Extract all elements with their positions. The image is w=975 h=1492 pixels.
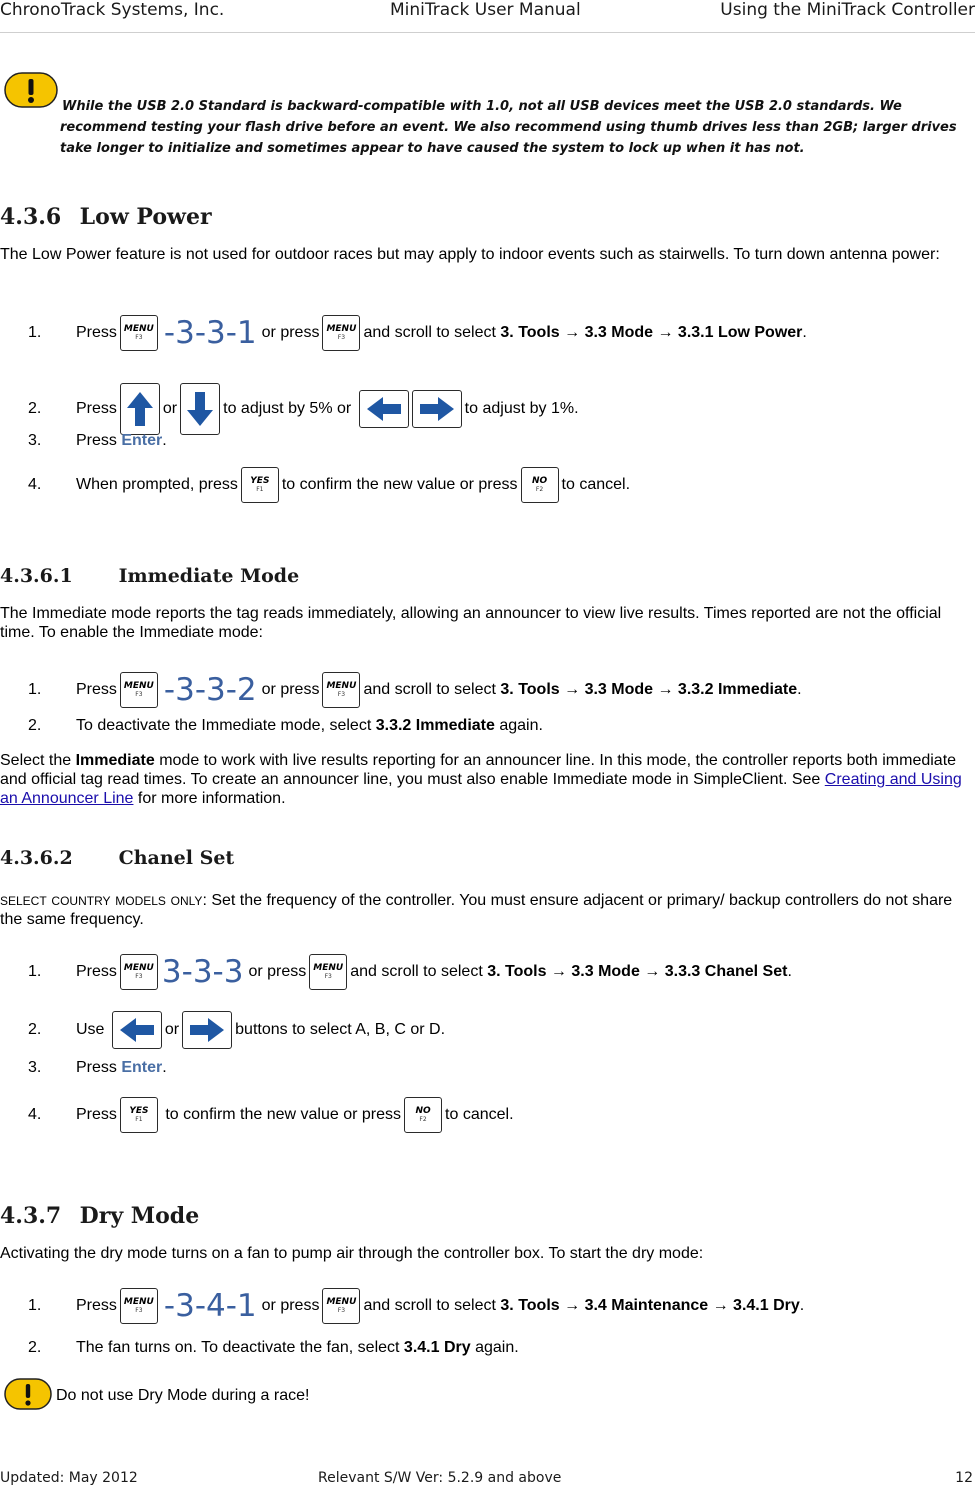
step-text: . <box>162 432 167 449</box>
section-heading-low-power <box>0 204 212 230</box>
section-number: 4.3.6.1 <box>0 565 73 587</box>
step-text: or press <box>261 681 320 698</box>
step-text: . <box>797 681 802 698</box>
step-text: To deactivate the Immediate mode, select <box>76 717 372 734</box>
step-number: 2. <box>28 400 42 417</box>
step-number: 1. <box>28 1297 42 1314</box>
step-text: or <box>162 400 178 417</box>
menu-key-sub: F3 <box>135 691 143 698</box>
step-text: again. <box>499 717 543 734</box>
step-number: 4. <box>28 1106 42 1123</box>
menu-key-sub: F3 <box>337 334 346 341</box>
immediate-paragraph <box>0 751 965 808</box>
step-number: 2. <box>28 1339 42 1356</box>
section-title: Immediate Mode <box>118 565 300 587</box>
yes-key[interactable] <box>120 1097 158 1133</box>
menu-key-label: MENU <box>123 681 154 691</box>
step-text: to cancel. <box>561 476 631 493</box>
right-arrow-key[interactable] <box>412 390 462 428</box>
menu-key-sub: F3 <box>135 1307 143 1314</box>
section-title: Dry Mode <box>79 1203 200 1229</box>
para-text: Select the <box>0 752 72 769</box>
warning-icon <box>4 1378 52 1415</box>
step-text: . <box>802 324 807 341</box>
footer-updated: Updated: May 2012 <box>0 1470 138 1486</box>
chanel-step-3 <box>28 1052 167 1084</box>
low-power-step-4 <box>28 465 630 505</box>
section-heading-chanel-set <box>0 847 234 869</box>
section-number: 4.3.6.2 <box>0 847 73 869</box>
step-text: to confirm the new value or press <box>281 476 518 493</box>
menu-key-label: MENU <box>326 324 357 334</box>
chanel-step-1 <box>28 952 792 992</box>
para-bold: Immediate <box>75 752 155 769</box>
menu-path: 3. Tools → 3.3 Mode → 3.3.3 Chanel Set <box>487 963 788 980</box>
step-text: buttons to select A, B, C or D. <box>235 1021 446 1038</box>
warning-icon <box>4 72 58 113</box>
right-arrow-icon <box>187 1016 227 1044</box>
key-sequence: 3-3-3 <box>161 954 244 990</box>
menu-key-label: MENU <box>326 1297 357 1307</box>
menu-path: 3.3.2 Immediate <box>375 717 495 734</box>
section-number: 4.3.6 <box>0 204 62 230</box>
menu-key-label: MENU <box>326 681 357 691</box>
menu-key[interactable] <box>309 954 347 990</box>
up-arrow-icon <box>125 389 155 429</box>
section-number: 4.3.7 <box>0 1203 62 1229</box>
step-text: The fan turns on. To deactivate the fan, select <box>76 1339 400 1356</box>
footer-version: Relevant S/W Ver: 5.2.9 and above <box>318 1470 562 1486</box>
step-text: and scroll to select <box>350 963 483 980</box>
step-number: 3. <box>28 432 42 449</box>
step-text: Use <box>76 1021 105 1038</box>
header-chapter: Using the MiniTrack Controller <box>720 0 975 20</box>
step-text: Press <box>76 681 117 698</box>
down-arrow-key[interactable] <box>180 383 220 435</box>
left-arrow-icon <box>364 395 404 423</box>
step-text: or press <box>261 324 320 341</box>
step-text: and scroll to select <box>363 324 496 341</box>
step-text: to adjust by 5% or <box>223 400 352 417</box>
key-sequence: -3-4-1 <box>163 1288 257 1324</box>
key-sequence: -3-3-2 <box>163 672 257 708</box>
menu-key-sub: F3 <box>337 1307 346 1314</box>
no-key-label: NO <box>415 1106 431 1116</box>
step-number: 1. <box>28 681 42 698</box>
step-number: 3. <box>28 1059 42 1076</box>
step-text: Press <box>76 1297 117 1314</box>
yes-key-label: YES <box>250 476 270 486</box>
step-number: 2. <box>28 717 42 734</box>
step-text: and scroll to select <box>363 1297 496 1314</box>
para-text: for more information. <box>137 790 286 807</box>
header-company: ChronoTrack Systems, Inc. <box>0 0 225 20</box>
step-text: . <box>162 1059 167 1076</box>
chanel-step-2 <box>28 1010 445 1050</box>
menu-path: 3. Tools → 3.3 Mode → 3.3.1 Low Power <box>500 324 803 341</box>
menu-key[interactable] <box>120 672 158 708</box>
step-text: . <box>787 963 792 980</box>
menu-key-label: MENU <box>313 963 344 973</box>
step-text: to cancel. <box>445 1106 514 1123</box>
step-text: to confirm the new value or press <box>165 1106 402 1123</box>
yes-key[interactable] <box>241 467 279 503</box>
right-arrow-key[interactable] <box>182 1011 232 1049</box>
no-key[interactable] <box>521 467 559 503</box>
step-text: or press <box>248 963 307 980</box>
menu-key-sub: F3 <box>337 691 346 698</box>
menu-path: 3.4.1 Dry <box>403 1339 471 1356</box>
menu-key-label: MENU <box>123 963 154 973</box>
enter-key-label: Enter <box>121 432 163 449</box>
enter-key-label: Enter <box>121 1059 163 1076</box>
header-rule <box>0 32 975 33</box>
menu-path: 3. Tools → 3.4 Maintenance → 3.4.1 Dry <box>500 1297 800 1314</box>
yes-key-sub: F1 <box>135 1116 143 1123</box>
para-text: : Set the frequency of the controller. You must ensure adjacent or primary/ backup controllers do not share the same frequency. <box>0 892 953 928</box>
step-number: 1. <box>28 324 42 341</box>
section-heading-dry-mode <box>0 1203 199 1229</box>
step-text: Press <box>76 324 117 341</box>
section-title: Chanel Set <box>118 847 235 869</box>
left-arrow-key[interactable] <box>112 1011 162 1049</box>
para-text: mode to work with live results reporting for an announcer line. In this mode, the controller reports both immediate and official tag read times. To create an announcer line, you must also enable Immediate mode in SimpleClient. See <box>0 752 957 788</box>
step-text: . <box>799 1297 805 1314</box>
menu-path: 3. Tools → 3.3 Mode → 3.3.2 Immediate <box>500 681 798 698</box>
immediate-step-2 <box>28 710 543 742</box>
immediate-step-1 <box>28 670 802 710</box>
step-text: and scroll to select <box>363 681 496 698</box>
usb-note: While the USB 2.0 Standard is backward-compatible with 1.0, not all USB devices meet the USB 2.0 standards. We recommend testing your flash drive before an event. We also recommend using thumb drives less than 2GB; larger drives take longer to initialize and sometimes appear to have caused the system to lock up when it has not. <box>60 99 957 156</box>
section-title: Low Power <box>79 204 212 230</box>
menu-key[interactable] <box>322 1288 360 1324</box>
menu-key-label: MENU <box>123 1297 154 1307</box>
yes-key-sub: F1 <box>256 486 264 493</box>
step-number: 2. <box>28 1021 42 1038</box>
step-text: Press <box>76 400 117 417</box>
no-key-sub: F2 <box>535 486 544 493</box>
dry-step-1 <box>28 1286 804 1326</box>
step-text: or press <box>261 1297 320 1314</box>
chanel-intro <box>0 890 965 929</box>
menu-key[interactable] <box>322 672 360 708</box>
menu-key[interactable] <box>322 315 360 351</box>
step-text: again. <box>475 1339 519 1356</box>
low-power-intro: The Low Power feature is not used for outdoor races but may apply to indoor events such as stairwells. To turn down antenna power: <box>0 246 940 263</box>
no-key-sub: F2 <box>419 1116 427 1123</box>
yes-key-label: YES <box>129 1106 149 1116</box>
dry-intro: Activating the dry mode turns on a fan to pump air through the controller box. To start the dry mode: <box>0 1245 704 1262</box>
step-number: 1. <box>28 963 42 980</box>
down-arrow-icon <box>185 389 215 429</box>
menu-key-sub: F3 <box>135 973 143 980</box>
dry-warning <box>4 1376 309 1416</box>
step-text: Press <box>76 963 117 980</box>
step-text: or <box>164 1021 180 1038</box>
menu-key[interactable] <box>120 954 158 990</box>
small-caps-lead: select country models only <box>0 890 203 909</box>
menu-key-label: MENU <box>123 324 154 334</box>
left-arrow-icon <box>117 1016 157 1044</box>
key-sequence: -3-3-1 <box>163 315 257 351</box>
right-arrow-icon <box>417 395 457 423</box>
immediate-intro: The Immediate mode reports the tag reads immediately, allowing an announcer to view live results. Times reported are not the official time. To enable the Immediate mode: <box>0 605 942 641</box>
announcer-line-link[interactable]: Creating and Using an Announcer Line <box>0 771 962 807</box>
no-key-label: NO <box>531 476 548 486</box>
menu-key[interactable] <box>120 315 158 351</box>
section-heading-immediate-mode <box>0 565 299 587</box>
dry-step-2 <box>28 1332 519 1364</box>
chanel-step-4 <box>28 1095 514 1135</box>
left-arrow-key[interactable] <box>359 390 409 428</box>
menu-key-sub: F3 <box>324 973 332 980</box>
low-power-step-3 <box>28 425 167 457</box>
step-text: Press <box>76 432 117 449</box>
low-power-step-1 <box>28 313 807 353</box>
step-text: When prompted, press <box>76 476 238 493</box>
dry-warning-text: Do not use Dry Mode during a race! <box>56 1387 310 1404</box>
footer-page-number: 12 <box>955 1470 973 1486</box>
step-text: to adjust by 1%. <box>464 400 579 417</box>
menu-key[interactable] <box>120 1288 158 1324</box>
no-key[interactable] <box>404 1097 442 1133</box>
step-text: Press <box>76 1106 117 1123</box>
step-text: Press <box>76 1059 117 1076</box>
header-manual: MiniTrack User Manual <box>390 0 581 20</box>
step-number: 4. <box>28 476 42 493</box>
menu-key-sub: F3 <box>135 334 143 341</box>
